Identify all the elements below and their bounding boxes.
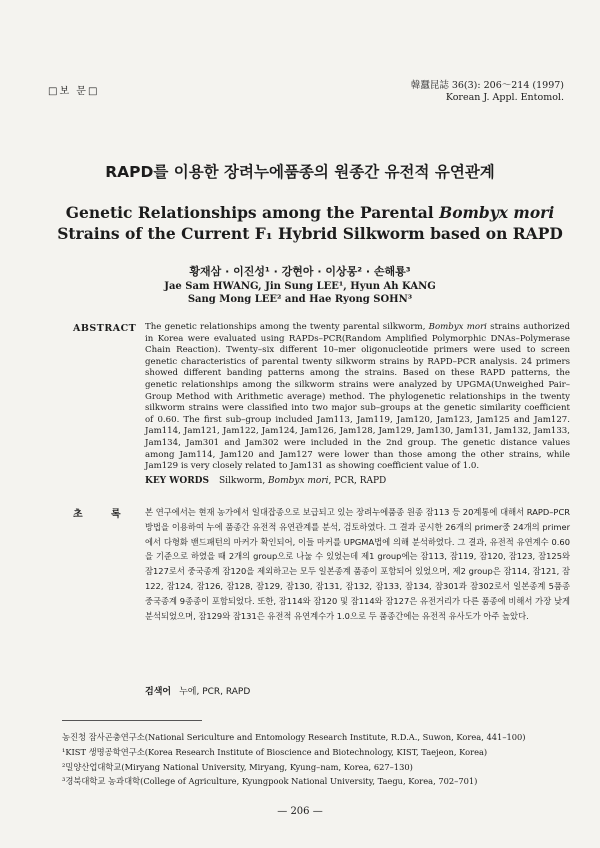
footnote-affiliation: ³경북대학교 농과대학(College of Agriculture, Kyungpook National University, Taegu, Korea, 702–701) [62, 776, 478, 787]
journal-citation-line1: 韓蠶昆誌 36(3): 206～214 (1997) [410, 80, 564, 91]
abstract-text-species: Bombyx mori [428, 322, 487, 332]
english-title-part2: Strains of the Current F₁ Hybrid Silkworm based on RAPD [57, 224, 563, 243]
english-authors [0, 280, 600, 306]
english-title-species: Bombyx mori [439, 203, 555, 222]
article-type-label: □보 문□ [48, 86, 100, 97]
korean-keywords-label: 검색어 [145, 687, 172, 697]
korean-abstract-label-char2: 록 [111, 509, 121, 520]
english-authors-line2: Sang Mong LEE² and Hae Ryong SOHN³ [187, 294, 413, 305]
journal-citation-line2: Korean J. Appl. Entomol. [445, 92, 564, 103]
abstract-text-rest: strains authorized in Korea were evaluated using RAPDs–PCR(Random Amplified Polymorphic DNAs–Polymerase Chain Reaction). Twenty–six different 10–mer oligonucleotide primers were used to screen genetic characteristics of parental twenty silkworm strains by RAPD–PCR analysis. 24 primers showed different banding patterns among the strains. Based on these RAPD patterns, the genetic relationships among the silkworm strains were analyzed by UPGMA(Unweighed Pair–Group Method with Arithmetic average) method. The phylogenetic relationships in the twenty silkworm strains were classified into two major sub–groups at the genetic similarity coefficient of 0.60. The first sub–group included Jam113, Jam119, Jam120, Jam123, Jam125 and Jam127. Jam114, Jam121, Jam122, Jam124, Jam126, Jam128, Jam129, Jam130, Jam131, Jam132, Jam133, Jam134, Jam301 and Jam302 were included in the 2nd group. The genetic distance values among Jam114, Jam120 and Jam127 were lower than those among the other strains, while Jam129 is very closely related to Jam131 as showing coefficient value of 1.0. [145, 322, 570, 472]
english-keywords-rest: , PCR, RAPD [328, 476, 387, 486]
english-authors-line1: Jae Sam HWANG, Jin Sung LEE¹, Hyun Ah KANG [164, 281, 436, 292]
abstract-text [145, 322, 570, 473]
korean-abstract-label [73, 505, 149, 520]
korean-keywords [145, 684, 250, 697]
korean-authors: 황재삼 · 이진성¹ · 강현아 · 이상몽² · 손해룡³ [189, 265, 411, 278]
footnote-affiliation: 농진청 잠사곤충연구소(National Sericulture and Entomology Research Institute, R.D.A., Suwon, Korea, 441–100) [62, 732, 526, 742]
korean-keywords-values: 누에, PCR, RAPD [179, 687, 251, 697]
english-keywords-species: Bombyx mori [268, 476, 329, 486]
footnotes [62, 730, 582, 789]
english-keywords-label: KEY WORDS [145, 476, 209, 486]
footnote-divider [62, 720, 202, 721]
english-keywords [145, 476, 386, 486]
footnote-affiliation: ¹KIST 생명공학연구소(Korea Research Institute of Bioscience and Biotechnology, KIST, Taejeon, Korea) [62, 746, 488, 757]
footnote-affiliation: ²밀양산업대학교(Miryang National University, Miryang, Kyung–nam, Korea, 627–130) [62, 761, 413, 772]
abstract-text-start: The genetic relationships among the twenty parental silkworm, [145, 322, 429, 332]
korean-title: RAPD를 이용한 장려누에품종의 원종간 유전적 유연관계 [105, 163, 495, 181]
journal-citation [411, 80, 564, 104]
page-number: — 206 — [277, 806, 323, 817]
korean-abstract-text: 본 연구에서는 현재 농가에서 일대잡종으로 보급되고 있는 장려누에품종 원종 잠113 등 20계통에 대해서 RAPD–PCR방법을 이용하여 누에 품종간 유전적 유연관계를 분석, 검토하였다. 그 결과 공시한 26개의 primer중 24개의 primer에서 다형화 밴드패턴의 마커가 확인되어, 이들 마커를 UPGMA법에 의해 분석하였다. 그 결과, 유전적 유연계수 0.60을 기준으로 하였을 때 2개의 group으로 나눌 수 있었는데 제1 group에는 잠113, 잠119, 잠120, 잠123, 잠125와 잠127로서 중국종계 잠120을 제외하고는 모두 일본종계 품종이 포함되어 있었으며, 제2 group은 잠114, 잠121, 잠122, 잠124, 잠126, 잠128, 잠129, 잠130, 잠131, 잠132, 잠133, 잠134, 잠301과 잠302로서 일본종계 5품종 중국종계 9종종이 포함되었다. 또한, 잠114와 잠120 및 잠114와 잠127은 유전거리가 다른 품종에 비해서 가장 낮게 분석되었으며, 잠129와 잠131은 유전적 유연계수가 1.0으로 두 품종간에는 유전적 유사도가 아주 높았다. [145, 507, 570, 621]
english-title-part1: Genetic Relationships among the Parental [65, 203, 440, 222]
abstract-label: ABSTRACT [73, 323, 137, 334]
english-keywords-start: Silkworm, [218, 476, 269, 486]
english-title [40, 202, 580, 244]
korean-abstract-label-char1: 초 [73, 509, 83, 520]
